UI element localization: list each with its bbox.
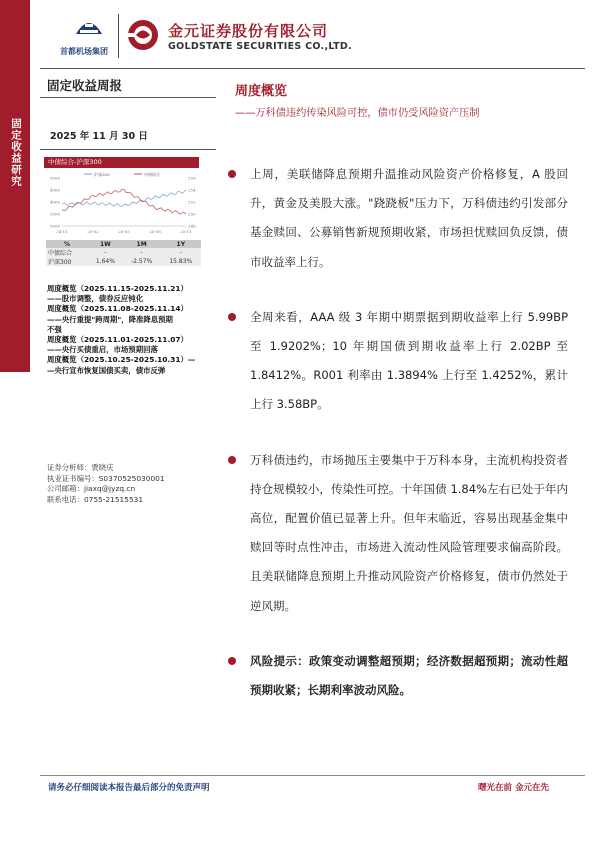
footer-rule bbox=[40, 775, 585, 776]
mini-chart-title: 中债综合-沪深300 bbox=[44, 157, 199, 168]
table-header-cell: 1W bbox=[88, 240, 123, 248]
y2-tick-label: 254 bbox=[188, 187, 196, 193]
header-rule bbox=[40, 68, 585, 69]
bullet-text: 万科债违约，市场抛压主要集中于万科本身，主流机构投资者持仓规模较小，传染性可控。十年国债 1.84%左右已处于年内高位，配置价值已显著上升。但年末临近，容易出现基金集中赎回等时点性冲击，市场进入流动性风险管理要求偏高阶段。且美联储降息预期上升推动风险资产价格修复，债市仍然处于逆风期。 bbox=[250, 452, 568, 613]
section-title: 周度概览 bbox=[235, 84, 288, 99]
performance-table bbox=[46, 240, 201, 266]
report-type: 固定收益周报 bbox=[47, 78, 123, 93]
series-line-hs300 bbox=[62, 190, 186, 207]
y2-tick-label: 248 bbox=[188, 223, 196, 229]
table-cell: - bbox=[161, 248, 201, 257]
table-row bbox=[46, 257, 201, 266]
bullet-dot-icon bbox=[228, 313, 236, 321]
table-cell: 15.83% bbox=[161, 257, 201, 266]
analyst-phone: 联系电话：0755-21515531 bbox=[47, 494, 144, 504]
x-tick-label: 25-11 bbox=[180, 229, 192, 234]
group-logo bbox=[60, 16, 120, 64]
legend-label: 中债综合 bbox=[144, 172, 160, 177]
y-tick-label: 3000 bbox=[49, 223, 60, 229]
y2-tick-label: 252 bbox=[188, 199, 196, 205]
related-report-subtitle: ——央行买债重启，市场预期回落 bbox=[47, 345, 158, 355]
header bbox=[40, 6, 585, 68]
brand-name-en: GOLDSTATE SECURITIES CO.,LTD. bbox=[168, 41, 353, 52]
y2-tick-label: 256 bbox=[188, 175, 196, 181]
footer-slogan: 曙光在前 金元在先 bbox=[478, 783, 549, 793]
left-rule-2 bbox=[40, 149, 216, 150]
risk-warning-text: 风险提示：政策变动调整超预期；经济数据超预期；流动性超预期收紧；长期利率波动风险。 bbox=[250, 653, 568, 698]
disclaimer-note[interactable]: 请务必仔细阅读本报告最后部分的免责声明 bbox=[48, 783, 210, 793]
analyst-info bbox=[47, 463, 165, 505]
bullet-dot-icon bbox=[228, 456, 236, 464]
table-header-row bbox=[46, 240, 201, 248]
y-tick-label: 5000 bbox=[49, 175, 60, 181]
bullet-text: 上周，美联储降息预期升温推动风险资产价格修复，A 股回升，黄金及美股大涨。"跷跷板"压力下，万科债违约引发部分基金赎回、公募销售新规预期收紧，市场担忧赎回负反馈，债市收益率上行。 bbox=[250, 167, 568, 269]
related-report-subtitle: ——股市调整，债券反应钝化 bbox=[47, 294, 144, 304]
related-report-link[interactable]: 周度概览（2025.11.15-2025.11.21） bbox=[47, 284, 188, 293]
x-tick-label: 24-11 bbox=[56, 229, 68, 234]
table-header-cell: 1M bbox=[123, 240, 161, 248]
bullet-dot-icon bbox=[228, 657, 236, 665]
left-rule-1 bbox=[40, 97, 216, 98]
table-header-cell: % bbox=[46, 240, 88, 248]
goldstate-logo-icon bbox=[126, 18, 160, 52]
report-date: 2025 年 11 月 30 日 bbox=[50, 131, 148, 142]
related-report-link[interactable]: 周度概览（2025.11.08-2025.11.14） bbox=[47, 304, 188, 314]
section-subtitle: ——万科债违约传染风险可控，债市仍受风险资产压制 bbox=[235, 108, 480, 119]
table-row bbox=[46, 248, 201, 257]
table-cell: 沪深300 bbox=[46, 257, 88, 266]
table-header-cell: 1Y bbox=[161, 240, 201, 248]
group-caption: 首都机场集团 bbox=[60, 47, 108, 56]
sidebar-label: 固定收益研究 bbox=[10, 118, 22, 187]
legend-label: 沪深300 bbox=[94, 172, 110, 177]
related-report-link[interactable]: 周度概览（2025.10.25-2025.10.31）— bbox=[47, 355, 196, 365]
series-line-bond-index bbox=[62, 189, 186, 214]
group-emblem-icon bbox=[74, 16, 104, 38]
analyst-name: 证券分析师：贾晓庆 bbox=[47, 463, 114, 472]
header-divider bbox=[118, 14, 119, 58]
x-tick-label: 25-05 bbox=[118, 229, 130, 234]
x-tick-label: 25-02 bbox=[87, 229, 99, 234]
table-cell: - bbox=[123, 248, 161, 257]
related-report-subtitle: 不强 bbox=[47, 324, 62, 334]
table-cell: 中债综合 bbox=[46, 248, 88, 257]
table-cell: - bbox=[88, 248, 123, 257]
related-report-subtitle: —央行宣布恢复国债买卖，债市反弹 bbox=[47, 365, 166, 375]
y-tick-label: 4500 bbox=[49, 187, 60, 193]
bullet-text: 全周来看，AAA 级 3 年期中期票据到期收益率上行 5.99BP 至 1.9202%；10 年期国债到期收益率上行 2.02BP 至 1.8412%。R001 利率由 1.3894% 上行至 1.4252%，累计上行 3.58BP。 bbox=[250, 309, 568, 412]
table-cell: 1.64% bbox=[88, 257, 123, 266]
table-cell: -2.57% bbox=[123, 257, 161, 266]
related-report-link[interactable]: 周度概览（2025.11.01-2025.11.07） bbox=[47, 335, 188, 345]
mini-line-chart bbox=[44, 170, 204, 240]
analyst-license: 执业证书编号：S0370525030001 bbox=[47, 473, 165, 483]
related-report-subtitle: ——央行重提"跨周期"，降准降息预期 bbox=[47, 314, 173, 324]
y-tick-label: 4000 bbox=[49, 199, 60, 205]
y-tick-label: 3500 bbox=[49, 211, 60, 217]
y2-tick-label: 250 bbox=[188, 211, 196, 217]
x-tick-label: 25-08 bbox=[149, 229, 161, 234]
related-reports bbox=[47, 284, 209, 376]
brand-name-cn: 金元证券股份有限公司 bbox=[168, 22, 329, 40]
bullet-dot-icon bbox=[228, 170, 236, 178]
analyst-email[interactable]: 公司邮箱：jiaxq@jyzq.cn bbox=[47, 484, 136, 493]
